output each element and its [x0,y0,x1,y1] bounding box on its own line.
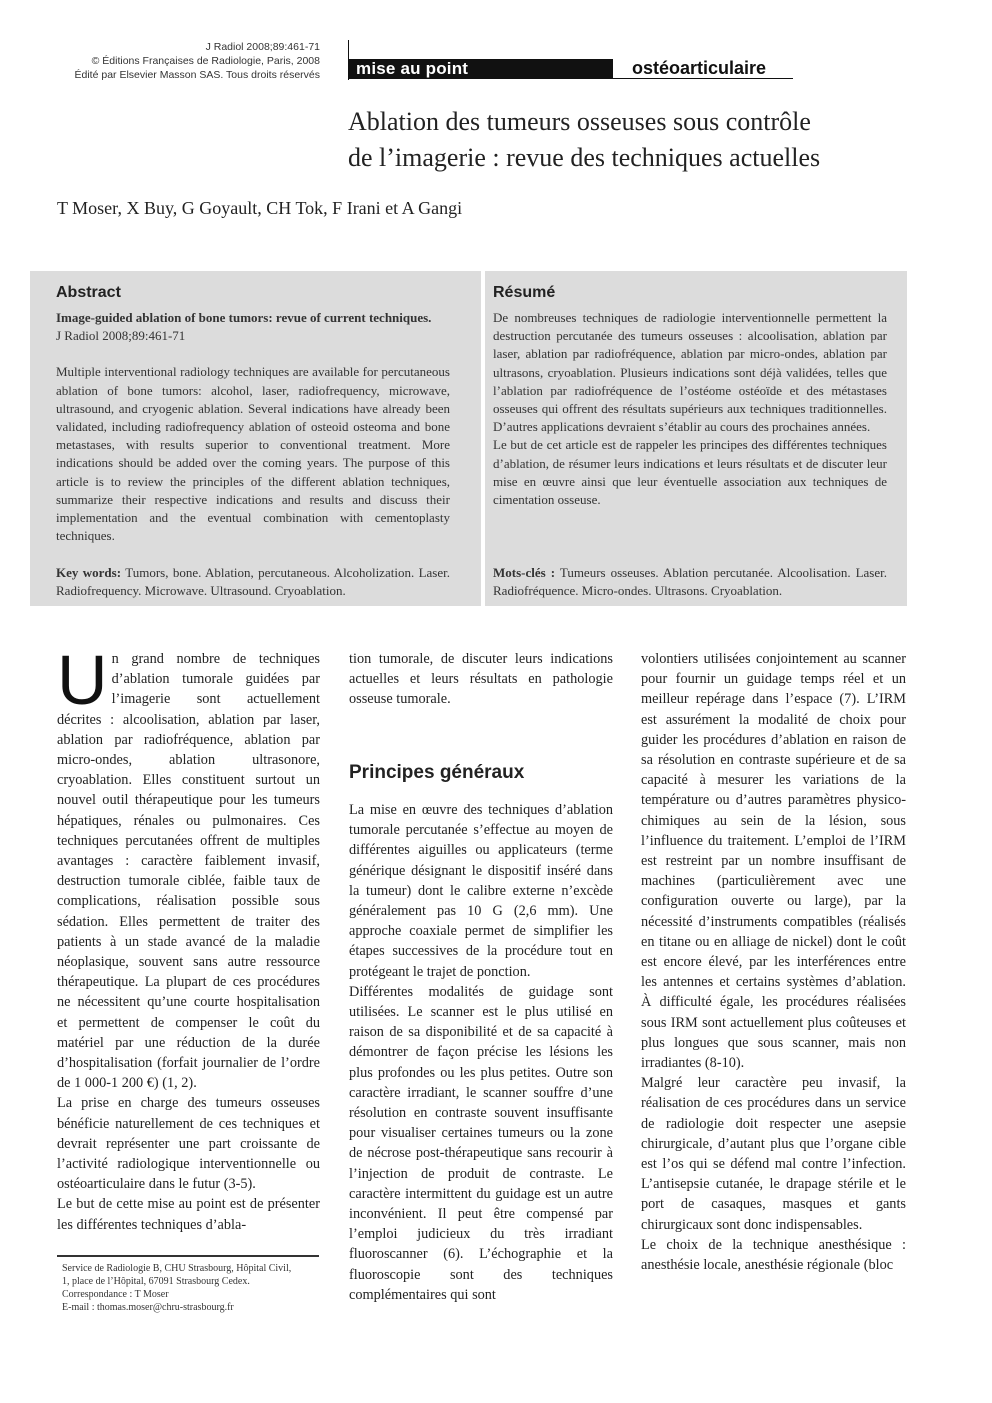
resume-french [493,309,887,509]
resume-heading: Résumé [493,284,556,301]
category-label: mise au point [356,59,469,78]
affiliation-line: 1, place de l’Hôpital, 67091 Strasbourg Cedex. [62,1276,250,1287]
abstract-heading: Abstract [56,284,121,301]
abstract-keywords [56,564,450,600]
paragraph: volontiers utilisées conjointement au scanner pour fournir un guidage temps réel et un meilleur repérage dans l’espace (7). L’IRM est assurément la modalité de choix pour guider les procédures d’ablation en raison de sa résolution en contraste supérieure et de sa capacité à mesurer les variations de la température ou d’autres paramètres physico-chimiques au sein de la lésion, sous l’influence du traitement. L’emploi de l’IRM est restreint par un nombre insuffisant de machines (particulièrement avec une configuration ouverte ou large), par la nécessité d’instruments compatibles (réalisés en titane ou en alliage de nickel) dont le coût est encore élevé, par les interférences entre les antennes et certains systèmes d’ablation. À difficulté égale, les procédures réalisées sous IRM sont actuellement plus coûteuses et plus longues que sous scanner, mais non irradiantes (8-10). [641,651,906,1072]
abstract-divider [481,271,485,606]
paragraph: La mise en œuvre des techniques d’ablation tumorale percutanée s’effectue au moyen de différentes aiguilles ou applicateurs (terme générique désignant le dispositif inséré dans la tumeur) dont le calibre externe n’excède généralement pas 10 G (2,6 mm). Une approche coaxiale permet de simplifier les étapes successives de la procédure tout en protégeant le trajet de ponction. [349,802,613,980]
paragraph: tion tumorale, de discuter leurs indications actuelles et leurs résultats en pathologie osseuse tumorale. [349,651,613,708]
title-line-2: de l’imagerie : revue des techniques actuelles [348,143,821,172]
affiliation [62,1262,322,1314]
section-label: ostéoarticulaire [632,58,767,78]
paragraph: La prise en charge des tumeurs osseuses bénéficie naturellement de ces techniques et devrait représenter une part croissante de l’activité radiologique interventionnelle ou ostéoarticulaire dans le futur (3-5). [57,1095,320,1193]
resume-body-2: Le but de cet article est de rappeler les principes des différentes techniques d’ablation, de résumer leurs indications et leurs résultats et de discuter leur mise en œuvre ainsi que leur éventuelle association aux techniques de cimentation osseuse. [493,437,887,508]
email-link[interactable]: E-mail : thomas.moser@chru-strasbourg.fr [62,1302,234,1313]
mots-cles-label: Mots-clés : [493,565,556,580]
resume-keywords [493,564,887,600]
section-heading: Principes généraux [349,762,525,783]
paragraph: Différentes modalités de guidage sont utilisées. Le scanner est le plus utilisé en raison de sa disponibilité et de sa capacité à démontrer de façon précise les lésions les plus profondes ou les plus petites. Outre son caractère irradiant, le scanner souffre d’une résolution en contraste souvent insuffisante pour visualiser certaines tumeurs ou la zone de nécrose post-thérapeutique sans recourir à l’injection de produit de contraste. Le caractère intermittent du guidage est un autre inconvénient. Il peut être compensé par l’emploi judicieux du très irradiant fluoroscanner (6). L’échographie et la fluoroscopie sont des techniques complémentaires qui sont [349,983,613,1303]
drop-cap: U [57,641,108,719]
category-bar [348,59,613,79]
affiliation-rule [57,1255,319,1257]
affiliation-line: Service de Radiologie B, CHU Strasbourg, Hôpital Civil, [62,1263,292,1274]
keywords-label: Key words: [56,565,122,580]
paragraph: Le choix de la technique anesthésique : anesthésie locale, anesthésie régionale (bloc [641,1236,906,1274]
paragraph: Le but de cette mise au point est de présenter les différentes techniques d’abla- [57,1196,320,1233]
body-column-1 [57,641,320,1235]
body-column-3 [641,649,906,1275]
correspondence: Correspondance : T Moser [62,1289,169,1300]
journal-copyright: © Éditions Françaises de Radiologie, Paris, 2008 [91,55,320,67]
authors: T Moser, X Buy, G Goyault, CH Tok, F Irani et A Gangi [57,198,463,218]
journal-citation: J Radiol 2008;89:461-71 [205,41,320,53]
abstract-citation: J Radiol 2008;89:461-71 [56,328,186,344]
journal-publisher: Édité par Elsevier Masson SAS. Tous droits réservés [74,69,320,81]
body-column-2-top [349,649,613,710]
intro-paragraph: n grand nombre de techniques d’ablation tumorale guidées par l’imagerie sont actuellement décrites : alcoolisation, ablation par laser, ablation par radiofréquence, ablation par micro-ondes, ablation ultrasonore, cryoablation. Elles constituent surtout un nouvel outil thérapeutique pour les tumeurs hépatiques, rénales ou pulmonaires. Ces techniques percutanées offrent de multiples avantages : caractère faiblement invasif, destruction tumorale ciblée, faible taux de complications, réalisation possible sous sédation. Elles permettent de traiter des patients à un stade avancé de la maladie néoplasique, souvent sans autre ressource thérapeutique. La plupart de ces procédures ne nécessitent qu’une courte hospitalisation et permettent de compenser le coût du matériel par une réduction de la durée d’hospitalisation (forfait journalier de l’ordre de 1 000-1 200 €) (1, 2). [57,651,320,1092]
article-title [348,104,948,176]
title-line-1: Ablation des tumeurs osseuses sous contrôle [348,107,811,136]
body-column-2 [349,800,613,1305]
paragraph: Malgré leur caractère peu invasif, la réalisation de ces procédures dans un service de radiologie doit respecter une asepsie chirurgicale, d’autant plus que l’organe cible est l’os qui se défend mal contre l’infection. L’antisepsie cutanée, le drapage stérile et le port de casaques, masques et gants chirurgicaux sont donc indispensables. [641,1075,906,1233]
mots-cles-text: Tumeurs osseuses. Ablation percutanée. Alcoolisation. Laser. Radiofréquence. Micro-ondes. Ultrasons. Cryoablation. [493,565,887,599]
abstract-english [56,309,450,545]
abstract-body: Multiple interventional radiology techniques are available for percutaneous ablation of bone tumors: alcohol, laser, radiofrequency, microwave, ultrasound, and cryogenic ablation. Several indications have already been validated, including radiofrequency ablation of osteoid osteoma and bone metastases, with results superior to conventional treatment. More indications should be added over the coming years. The purpose of this article is to review the principles of the different ablation techniques, summarize their respective indications and results and discuss their implementation and the eventual combination with cementoplasty techniques. [56,364,450,544]
keywords-text: Tumors, bone. Ablation, percutaneous. Alcoholization. Laser. Radiofrequency. Microwave. Ultrasound. Cryoablation. [56,565,450,599]
abstract-subtitle: Image-guided ablation of bone tumors: revue of current techniques. [56,310,432,325]
resume-body-1: De nombreuses techniques de radiologie interventionnelle permettent la destruction percutanée des tumeurs osseuses : alcoolisation, ablation par laser, ablation par radiofréquence, ablation par micro-ondes, ablation par ultrasons, cryoablation. Plusieurs indications sont déjà validées, telles que l’ablation par radiofréquence de l’ostéome ostéoïde et des métastases osseuses qui offrent des résultats supérieurs aux techniques traditionnelles. D’autres applications devraient s’établir au cours des prochaines années. [493,310,887,435]
journal-info [20,40,320,82]
